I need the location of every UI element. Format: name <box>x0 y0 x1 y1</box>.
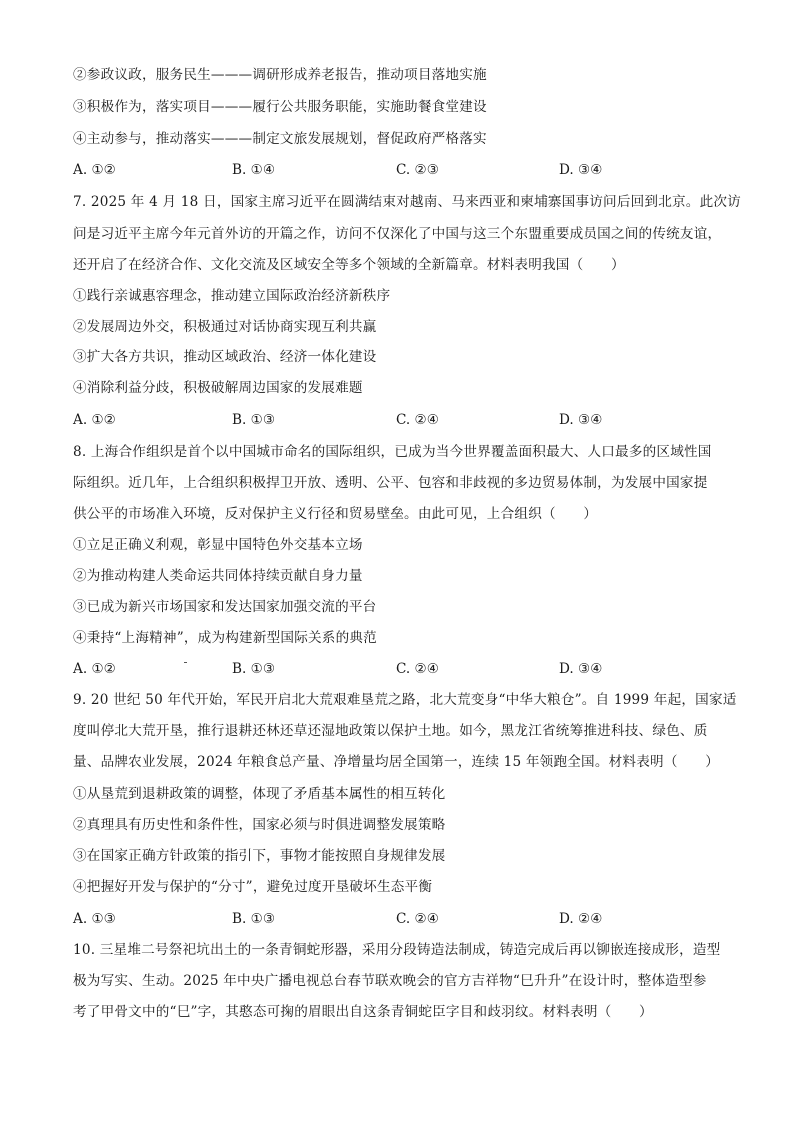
q9-option-b: B. ①③ <box>232 911 276 927</box>
q7-stem-line-1: 7. 2025 年 4 月 18 日，国家主席习近平在圆满结束对越南、马来西亚和柬埔寨国事访问后回到北京。此次访 <box>73 194 741 210</box>
q8-stem-line-1: 8. 上海合作组织是首个以中国城市命名的国际组织，已成为当今世界覆盖面积最大、人口最多的区域性国 <box>73 444 712 460</box>
q6-option-a: A. ①② <box>73 162 116 178</box>
q10-stem-line-2: 极为写实、生动。2025 年中央广播电视总台春节联欢晚会的官方吉祥物“巳升升”在设计时，整体造型参 <box>73 973 707 989</box>
q8-option-a: A. ①② <box>73 661 116 677</box>
q8-item-3: ③已成为新兴市场国家和发达国家加强交流的平台 <box>73 599 377 615</box>
q6-item-3: ③积极作为，落实项目———履行公共服务职能，实施助餐食堂建设 <box>73 99 487 115</box>
q9-options <box>73 909 763 929</box>
q7-item-4: ④消除利益分歧，积极破解周边国家的发展难题 <box>73 380 363 396</box>
q9-option-a: A. ①③ <box>73 911 116 927</box>
q6-option-c: C. ②③ <box>396 162 439 178</box>
q10-stem-line-1: 10. 三星堆二号祭祀坑出土的一条青铜蛇形器，采用分段铸造法制成，铸造完成后再以铆嵌连接成形，造型 <box>73 942 721 958</box>
q9-item-2: ②真理具有历史性和条件性，国家必须与时俱进调整发展策略 <box>73 817 446 833</box>
q9-item-3: ③在国家正确方针政策的指引下，事物才能按照自身规律发展 <box>73 848 446 864</box>
q6-options <box>73 160 763 180</box>
q6-option-b: B. ①④ <box>232 162 276 178</box>
q9-stem-line-1: 9. 20 世纪 50 年代开始，军民开启北大荒艰难垦荒之路，北大荒变身“中华大粮仓”。自 1999 年起，国家适 <box>73 692 737 708</box>
q8-stem-line-3: 供公平的市场准入环境，反对保护主义行径和贸易壁垒。由此可见，上合组织（ ） <box>73 506 598 522</box>
q8-item-4: ④秉持“上海精神”，成为构建新型国际关系的典范 <box>73 630 377 646</box>
scan-speck <box>184 662 187 663</box>
q9-stem-line-3: 量、品牌农业发展，2024 年粮食总产量、净增量均居全国第一，连续 15 年领跑全国。材料表明（ ） <box>73 754 719 770</box>
q8-option-b: B. ①③ <box>232 661 276 677</box>
q8-item-2: ②为推动构建人类命运共同体持续贡献自身力量 <box>73 568 363 584</box>
q7-item-2: ②发展周边外交，积极通过对话协商实现互利共赢 <box>73 319 377 335</box>
q7-option-d: D. ③④ <box>559 412 603 428</box>
q6-item-4: ④主动参与，推动落实———制定文旅发展规划，督促政府严格落实 <box>73 131 487 147</box>
q7-stem-line-3: 还开启了在经济合作、文化交流及区域安全等多个领域的全新篇章。材料表明我国（ ） <box>73 257 625 273</box>
q9-item-4: ④把握好开发与保护的“分寸”，避免过度开垦破坏生态平衡 <box>73 879 433 895</box>
q7-item-1: ①践行亲诚惠容理念，推动建立国际政治经济新秩序 <box>73 288 391 304</box>
q8-item-1: ①立足正确义利观，彰显中国特色外交基本立场 <box>73 537 363 553</box>
q9-option-d: D. ②④ <box>559 911 603 927</box>
q9-item-1: ①从垦荒到退耕政策的调整，体现了矛盾基本属性的相互转化 <box>73 786 446 802</box>
q7-item-3: ③扩大各方共识，推动区域政治、经济一体化建设 <box>73 349 377 365</box>
q8-option-c: C. ②④ <box>396 661 439 677</box>
q7-option-a: A. ①② <box>73 412 116 428</box>
q10-stem-line-3: 考了甲骨文中的“巳”字，其憨态可掬的眉眼出自这条青铜蛇臣字目和歧羽纹。材料表明（ ） <box>73 1004 653 1020</box>
q7-option-b: B. ①③ <box>232 412 276 428</box>
q8-option-d: D. ③④ <box>559 661 603 677</box>
q8-stem-line-2: 际组织。近几年，上合组织积极捍卫开放、透明、公平、包容和非歧视的多边贸易体制，为发展中国家提 <box>73 475 708 491</box>
q6-option-d: D. ③④ <box>559 162 603 178</box>
q6-item-2: ②参政议政，服务民生———调研形成养老报告，推动项目落地实施 <box>73 67 487 83</box>
q9-stem-line-2: 度叫停北大荒开垦，推行退耕还林还草还湿地政策以保护土地。如今，黑龙江省统筹推进科技、绿色、质 <box>73 723 708 739</box>
q7-stem-line-2: 问是习近平主席今年元首外访的开篇之作，访问不仅深化了中国与这三个东盟重要成员国之间的传统友谊， <box>73 226 722 242</box>
q9-option-c: C. ②④ <box>396 911 439 927</box>
q7-options <box>73 410 763 430</box>
q7-option-c: C. ②④ <box>396 412 439 428</box>
q8-options <box>73 659 763 679</box>
